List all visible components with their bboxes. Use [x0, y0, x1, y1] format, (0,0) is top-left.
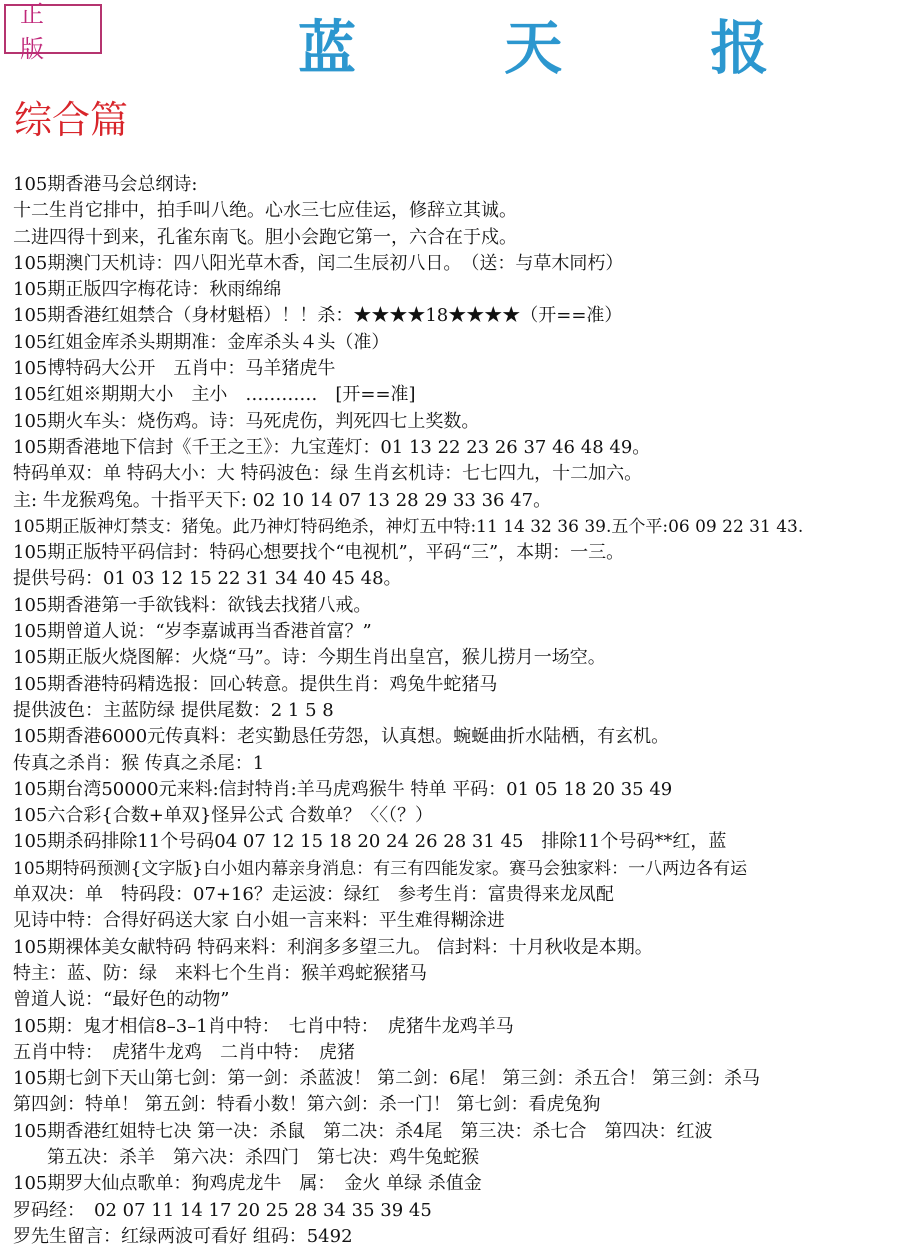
text-line: 第四剑：特单！ 第五剑：特看小数！第六剑：杀一门！ 第七剑：看虎兔狗	[13, 1094, 601, 1116]
text-line: 特码单双：单 特码大小：大 特码波色：绿 生肖玄机诗：七七四九，十二加六。	[13, 463, 643, 485]
text-line: 五肖中特： 虎猪牛龙鸡 二肖中特： 虎猪	[13, 1041, 355, 1063]
text-line: 二进四得十到来，孔雀东南飞。胆小会跑它第一，六合在于戍。	[13, 226, 517, 248]
text-line: 105期香港红姐特七决 第一决：杀鼠 第二决：杀4尾 第三决：杀七合 第四决：红波	[13, 1120, 713, 1142]
text-line: 105博特码大公开 五肖中：马羊猪虎牛	[13, 358, 336, 380]
newspaper-masthead: 蓝 天 报	[298, 14, 833, 82]
text-line: 见诗中特：合得好码送大家 白小姐一言来料：平生难得糊涂进	[13, 910, 505, 932]
text-line: 传真之杀肖：猴 传真之杀尾：1	[13, 752, 265, 774]
text-line: 105期裸体美女献特码 特码来料：利润多多望三九。 信封料：十月秋收是本期。	[13, 936, 653, 958]
text-line: 105期特码预测{文字版}白小姐内幕亲身消息：有三有四能发家。赛马会独家料：一八两边各有运	[13, 858, 748, 879]
text-line: 105期正版神灯禁支：猪兔。此乃神灯特码绝杀，神灯五中特:11 14 32 36 39.五个平:06 09 22 31 43.	[13, 516, 804, 537]
text-line: 105期杀码排除11个号码04 07 12 15 18 20 24 26 28 31 45 排除11个号码**红，蓝	[13, 831, 727, 853]
text-line: 提供号码：01 03 12 15 22 31 34 40 45 48。	[13, 568, 402, 590]
text-line: 曾道人说：“最好色的动物”	[13, 989, 230, 1011]
text-line: 105期火车头：烧伤鸡。诗：马死虎伤，判死四七上奖数。	[13, 410, 480, 432]
text-line: 105期曾道人说：“岁李嘉诚再当香港首富？”	[13, 621, 372, 643]
authentic-edition-badge: 正 版	[4, 4, 102, 54]
text-line: 罗先生留言：红绿两波可看好 组码：5492	[13, 1225, 353, 1247]
text-line: 105期正版火烧图解：火烧“马”。诗：今期生肖出皇宫，猴儿捞月一场空。	[13, 647, 606, 669]
text-line: 特主：蓝、防：绿 来料七个生肖：猴羊鸡蛇猴猪马	[13, 962, 427, 984]
text-line: 105期：鬼才相信8–3–1肖中特： 七肖中特： 虎猪牛龙鸡羊马	[13, 1015, 514, 1037]
text-line: 105期台湾50000元来料:信封特肖:羊马虎鸡猴牛 特单 平码：01 05 18 20 35 49	[13, 778, 673, 800]
text-line: 105期正版特平码信封：特码心想要找个“电视机”，平码“三”，本期：一三。	[13, 542, 625, 564]
article-body	[13, 172, 897, 1250]
text-line: 105红姐金库杀头期期准：金库杀头４头（准）	[13, 331, 390, 353]
text-line: 105期罗大仙点歌单：狗鸡虎龙牛 属： 金火 单绿 杀值金	[13, 1173, 482, 1195]
text-line: 105期香港特码精选报：回心转意。提供生肖：鸡兔牛蛇猪马	[13, 673, 498, 695]
text-line: 主: 牛龙猴鸡兔。十指平天下: 02 10 14 07 13 28 29 33 36 47。	[13, 489, 552, 511]
text-line: 第五决：杀羊 第六决：杀四门 第七决：鸡牛兔蛇猴	[47, 1146, 479, 1168]
text-line: 单双决：单 特码段：07+16？走运波：绿红 参考生肖：富贵得来龙凤配	[13, 884, 614, 906]
text-line: 105期香港红姐禁合（身材魁梧）！！杀：★★★★18★★★★（开==准）	[13, 305, 623, 327]
text-line: 十二生肖它排中，拍手叫八绝。心水三七应佳运，修辞立其诚。	[13, 200, 517, 222]
text-line: 105期香港6000元传真料：老实勤恳任劳怨，认真想。蜿蜒曲折水陆栖，有玄机。	[13, 726, 670, 748]
text-line: 105六合彩{合数+单双}怪异公式 合数单？〈〈（？）	[13, 805, 434, 827]
text-line: 105红姐※期期大小 主小 ………… [开==准]	[13, 384, 416, 406]
text-line: 105期香港第一手欲钱料：欲钱去找猪八戒。	[13, 594, 372, 616]
text-line: 罗码经： 02 07 11 14 17 20 25 28 34 35 39 45	[13, 1199, 432, 1221]
text-line: 105期正版四字梅花诗：秋雨绵绵	[13, 279, 282, 301]
text-line: 105期香港马会总纲诗:	[13, 174, 198, 195]
text-line: 105期澳门天机诗：四八阳光草木香，闰二生辰初八日。 （送：与草木同朽）	[13, 252, 624, 274]
text-line: 105期七剑下天山第七剑：第一剑：杀蓝波！ 第二剑：6尾！ 第三剑：杀五合！ 第三剑：杀马	[13, 1068, 760, 1090]
section-title: 综合篇	[14, 98, 129, 142]
text-line: 105期香港地下信封《千王之王》：九宝莲灯：01 13 22 23 26 37 46 48 49。	[13, 436, 651, 458]
text-line: 提供波色：主蓝防绿 提供尾数：2 1 5 8	[13, 699, 334, 721]
